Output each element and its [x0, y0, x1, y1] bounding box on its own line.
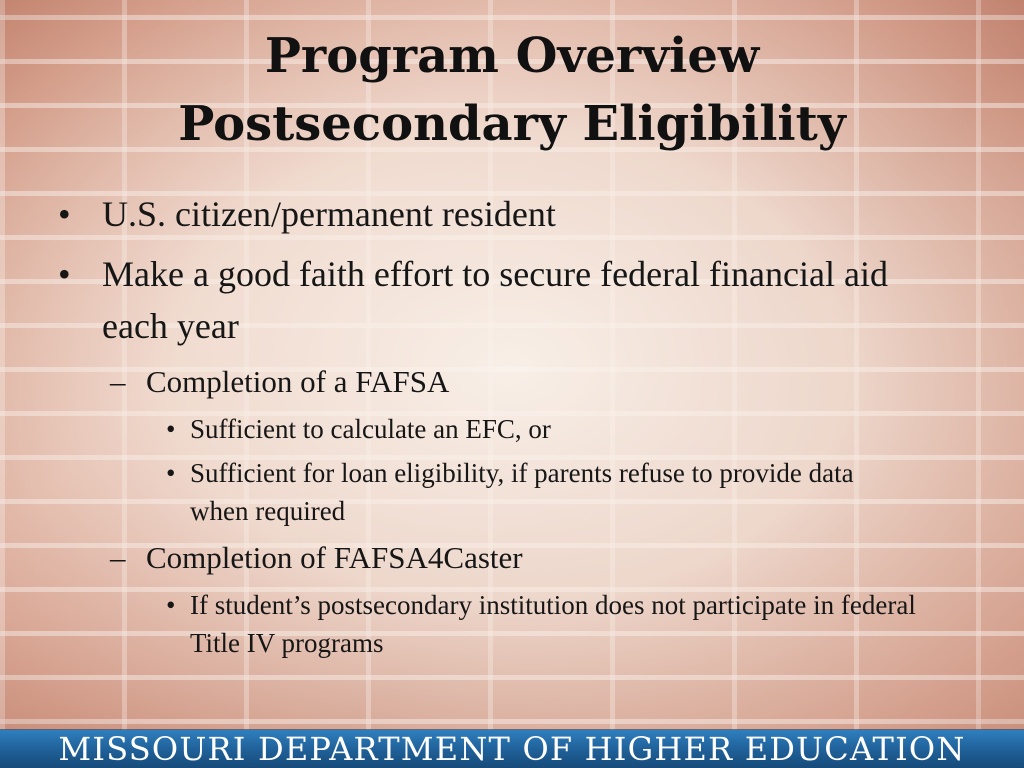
sub-sub-bullet-text: If student’s postsecondary institution does not participate in federal Title IV programs — [190, 590, 916, 658]
bullet-dot-icon: • — [166, 590, 176, 620]
title-line-1: Program Overview — [264, 28, 760, 84]
sub-sub-bullet-text: Sufficient to calculate an EFC, or — [190, 414, 551, 444]
bullet-text: U.S. citizen/permanent resident — [102, 194, 556, 234]
bullet-text: Make a good faith effort to secure federal financial aid each year — [102, 254, 888, 346]
bullet-dot-icon: • — [58, 194, 71, 234]
bullet-item — [58, 188, 918, 240]
sub-sub-bullet-item — [58, 454, 918, 530]
sub-sub-bullet-text: Sufficient for loan eligibility, if parents refuse to provide data when required — [190, 458, 854, 526]
bullet-list — [58, 188, 918, 662]
bullet-dot-icon: • — [166, 414, 176, 444]
dash-icon: – — [110, 364, 126, 399]
slide-title — [0, 22, 1024, 158]
sub-bullet-text: Completion of a FAFSA — [146, 364, 450, 399]
bullet-item — [58, 248, 918, 352]
bullet-dot-icon: • — [58, 254, 71, 294]
sub-sub-bullet-item — [58, 410, 918, 448]
title-line-2: Postsecondary Eligibility — [178, 96, 846, 152]
sub-sub-bullet-item — [58, 586, 918, 662]
footer-organization-name: MISSOURI DEPARTMENT OF HIGHER EDUCATION — [58, 730, 966, 768]
bullet-dot-icon: • — [166, 458, 176, 488]
sub-bullet-item — [58, 360, 918, 404]
sub-bullet-text: Completion of FAFSA4Caster — [146, 540, 523, 575]
footer-banner — [0, 730, 1024, 768]
dash-icon: – — [110, 540, 126, 575]
sub-bullet-item — [58, 536, 918, 580]
